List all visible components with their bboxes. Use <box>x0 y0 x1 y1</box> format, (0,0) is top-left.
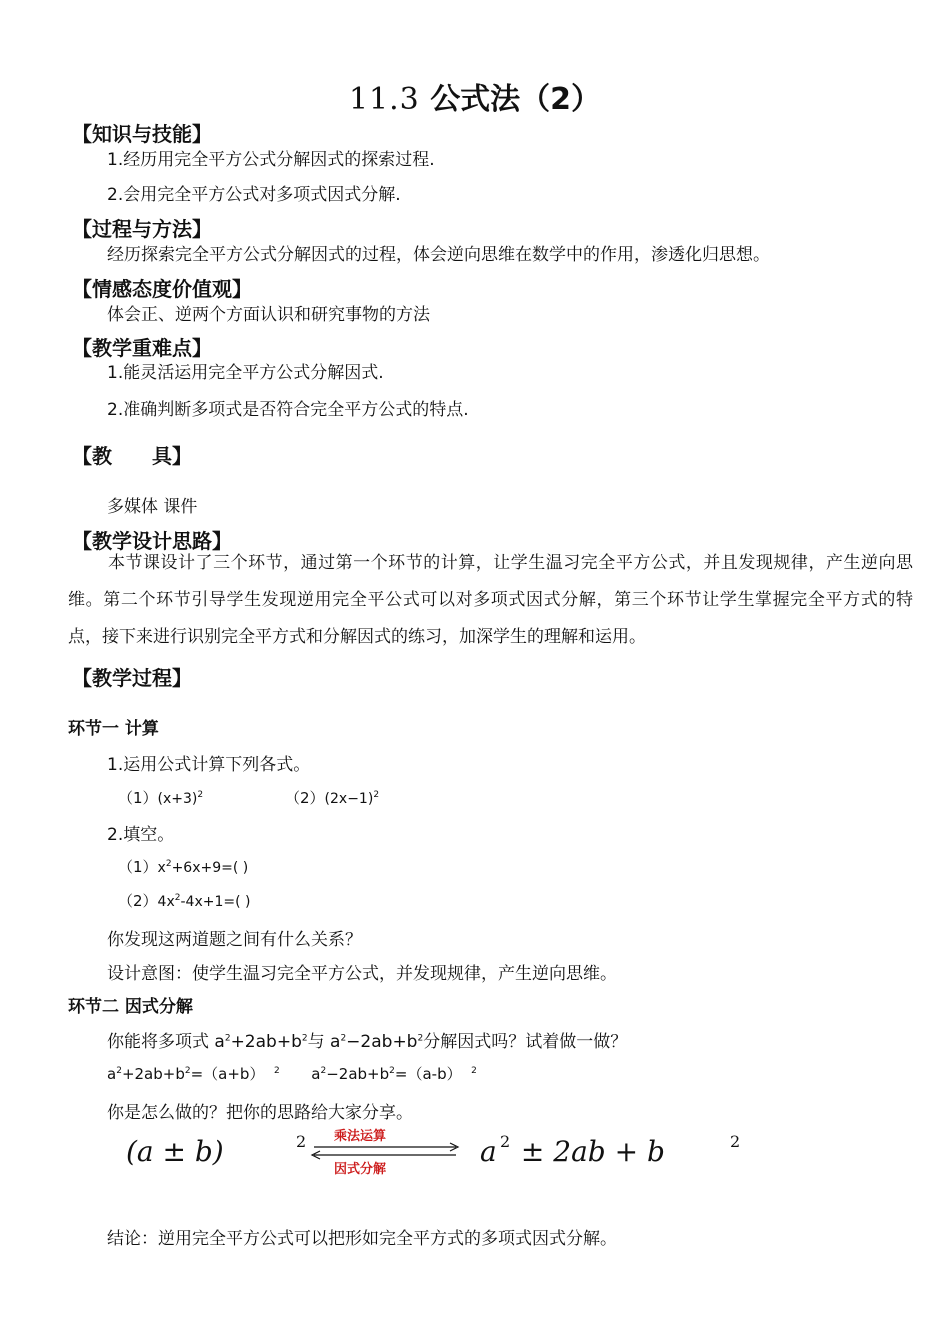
q1a-expr: (x+3) <box>157 791 198 807</box>
process-method-heading: 【过程与方法】 <box>72 217 212 241</box>
q2a-pre: x <box>157 860 166 876</box>
q2a-exp: 2 <box>165 859 172 869</box>
step1-q2a <box>118 856 248 877</box>
process-heading: 【教学过程】 <box>72 666 192 690</box>
formula-left-exp: 2 <box>296 1132 307 1151</box>
q2b-label: （2） <box>118 892 158 910</box>
ans2-exp3: 2 <box>471 1066 477 1076</box>
ans1-b: +2ab+b <box>121 1065 185 1083</box>
ans1-exp2: 2 <box>184 1066 191 1076</box>
ans1-c: =（a+b） <box>190 1065 265 1083</box>
q-exp3: 2 <box>340 1033 347 1044</box>
step1-question: 你发现这两道题之间有什么关系？ <box>107 930 362 950</box>
arrow-top-label: 乘法运算 <box>334 1129 387 1144</box>
knowledge-item-1: 1.经历用完全平方公式分解因式的探索过程. <box>107 150 435 170</box>
tools-heading: 【教 具】 <box>72 444 192 468</box>
title-text: 公式法（2） <box>430 82 602 117</box>
step2-heading: 环节二 因式分解 <box>68 997 193 1017</box>
step1-q1: 1.运用公式计算下列各式。 <box>107 755 311 775</box>
step2-answers <box>107 1063 477 1084</box>
key-point-1: 1.能灵活运用完全平方公式分解因式. <box>107 363 384 383</box>
step1-q1a <box>118 787 203 808</box>
arrow-bottom-label: 因式分解 <box>334 1162 387 1177</box>
q-mid1: +2ab+b <box>230 1032 302 1052</box>
ans2-exp1: 2 <box>320 1066 327 1076</box>
step2-question <box>107 1027 627 1052</box>
key-point-2: 2.准确判断多项式是否符合完全平方公式的特点. <box>107 400 469 420</box>
step2-conclusion: 结论：逆用完全平方公式可以把形如完全平方式的多项式因式分解。 <box>107 1229 617 1249</box>
formula-svg <box>118 1125 768 1185</box>
q2a-post: +6x+9=( ) <box>171 860 249 876</box>
ans2-b: −2ab+b <box>326 1065 390 1083</box>
step1-intent: 设计意图：使学生温习完全平方公式，并发现规律，产生逆向思维。 <box>107 964 617 984</box>
knowledge-item-2: 2.会用完全平方公式对多项式因式分解. <box>107 185 401 205</box>
step1-q2b <box>118 890 250 911</box>
q1a-label: （1） <box>118 789 158 807</box>
ans1-a: a <box>107 1065 117 1083</box>
q2a-label: （1） <box>118 858 158 876</box>
step1-heading: 环节一 计算 <box>68 719 159 739</box>
q-exp2: 2 <box>301 1033 308 1044</box>
formula-left: (a ± b) <box>126 1135 224 1168</box>
q2b-pre: 4x <box>157 894 175 910</box>
step1-q2: 2.填空。 <box>107 825 175 845</box>
q-mid3: −2ab+b <box>346 1032 418 1052</box>
formula-right-exp2: 2 <box>730 1132 741 1151</box>
step2-share: 你是怎么做的？把你的思路给大家分享。 <box>107 1103 413 1123</box>
formula-right-mid: ± 2ab + b <box>512 1135 665 1168</box>
ans2-exp2: 2 <box>389 1066 395 1076</box>
q-exp4: 2 <box>417 1033 424 1044</box>
emotion-text: 体会正、逆两个方面认识和研究事物的方法 <box>107 305 430 325</box>
q2b-post: -4x+1=( ) <box>180 894 251 910</box>
q1b-expr: (2x−1) <box>324 791 374 807</box>
q-pre: 你能将多项式 a <box>107 1032 225 1052</box>
design-heading: 【教学设计思路】 <box>72 529 232 553</box>
q-post: 分解因式吗？试着做一做？ <box>423 1032 628 1052</box>
ans2-c: =（a-b） <box>394 1065 462 1083</box>
formula-right-exp1: 2 <box>500 1132 511 1151</box>
design-text: 本节课设计了三个环节，通过第一个环节的计算，让学生温习完全平方公式，并且发现规律，产生逆向思维。第二个环节引导学生发现逆用完全平公式可以对多项式因式分解，第三个环节让学生掌握完全平方式的特点，接下来进行识别完全平方式和分解因式的练习，加深学生的理解和运用。 <box>68 553 913 647</box>
process-method-text: 经历探索完全平方公式分解因式的过程，体会逆向思维在数学中的作用，渗透化归思想。 <box>107 245 770 265</box>
q2b-exp: 2 <box>174 893 181 903</box>
ans2-a: a <box>311 1065 321 1083</box>
page-title <box>0 74 950 118</box>
q1b-exp: 2 <box>373 790 380 800</box>
key-points-heading: 【教学重难点】 <box>72 336 212 360</box>
q-exp1: 2 <box>224 1033 231 1044</box>
ans1-exp1: 2 <box>116 1066 122 1076</box>
formula-diagram <box>118 1125 768 1185</box>
q1a-exp: 2 <box>197 790 204 800</box>
ans1-exp3: 2 <box>274 1066 280 1076</box>
tools-text: 多媒体 课件 <box>107 497 198 517</box>
emotion-heading: 【情感态度价值观】 <box>72 277 252 301</box>
title-number: 11.3 <box>348 82 420 117</box>
step1-q1b <box>285 787 379 808</box>
q-mid2: 与 a <box>307 1032 341 1052</box>
q1b-label: （2） <box>285 789 325 807</box>
knowledge-heading: 【知识与技能】 <box>72 122 212 146</box>
formula-right-a: a <box>480 1135 497 1168</box>
